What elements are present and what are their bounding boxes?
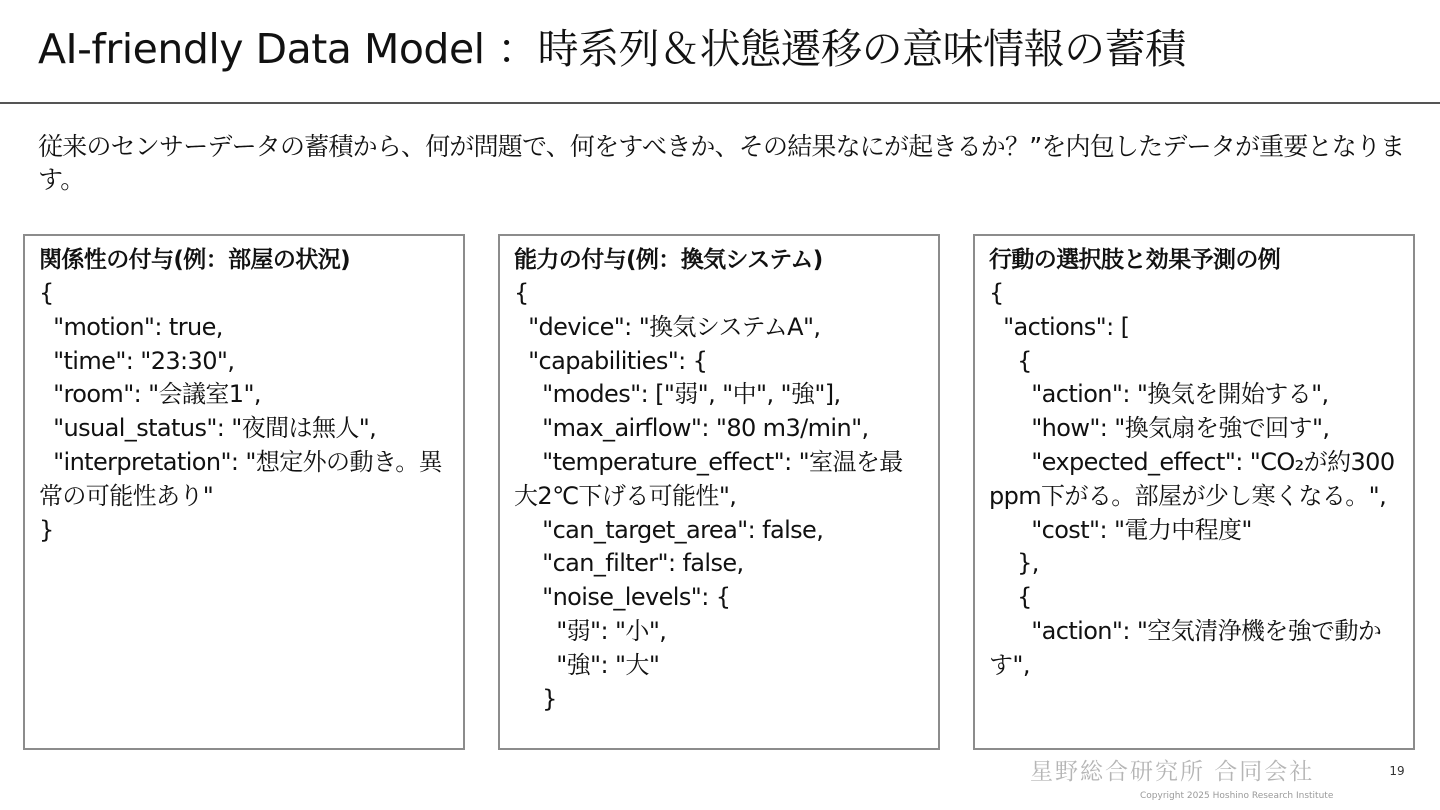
title-divider (0, 102, 1440, 104)
lead-text: 従来のセンサーデータの蓄積から、何が問題で、何をすべきか、その結果なにが起きるか？”を内包したデータが重要となります。 (38, 132, 1405, 194)
slide-title: AI-friendly Data Model ：時系列＆状態遷移の意味情報の蓄積 (38, 25, 1186, 73)
json-code-block: { "actions": [ { "action": "換気を開始する", "how": "換気扇を強で回す", "expected_effect": "CO₂が約300ppm下がる。部屋が少し寒くなる。", "cost": "電力中程度" }, { "action": "空気清浄機を強で動かす", (989, 279, 1395, 679)
json-code-block: { "motion": true, "time": "23:30", "room": "会議室1", "usual_status": "夜間は無人", "interpretation": "想定外の動き。異常の可能性あり" } (39, 279, 443, 544)
panel-title: 能力の付与(例：換気システム) (514, 247, 823, 273)
actions-panel (973, 234, 1415, 750)
json-code-block: { "device": "換気システムA", "capabilities": { "modes": ["弱", "中", "強"], "max_airflow": "80 m3/min", "temperature_effect": "室温を最大2℃下げる可能性", "can_target_area": false, "can_filter": false, "noise_levels": { "弱": "小", "強": "大" } (514, 279, 903, 713)
relationship-panel (23, 234, 465, 750)
company-logo: 星野総合研究所 合同会社 (1030, 759, 1315, 785)
panel-title: 関係性の付与(例：部屋の状況) (39, 247, 351, 273)
capability-panel (498, 234, 940, 750)
copyright-text: Copyright 2025 Hoshino Research Institute (1140, 791, 1334, 801)
panel-title: 行動の選択肢と効果予測の例 (989, 247, 1281, 273)
page-number: 19 (1389, 764, 1405, 778)
